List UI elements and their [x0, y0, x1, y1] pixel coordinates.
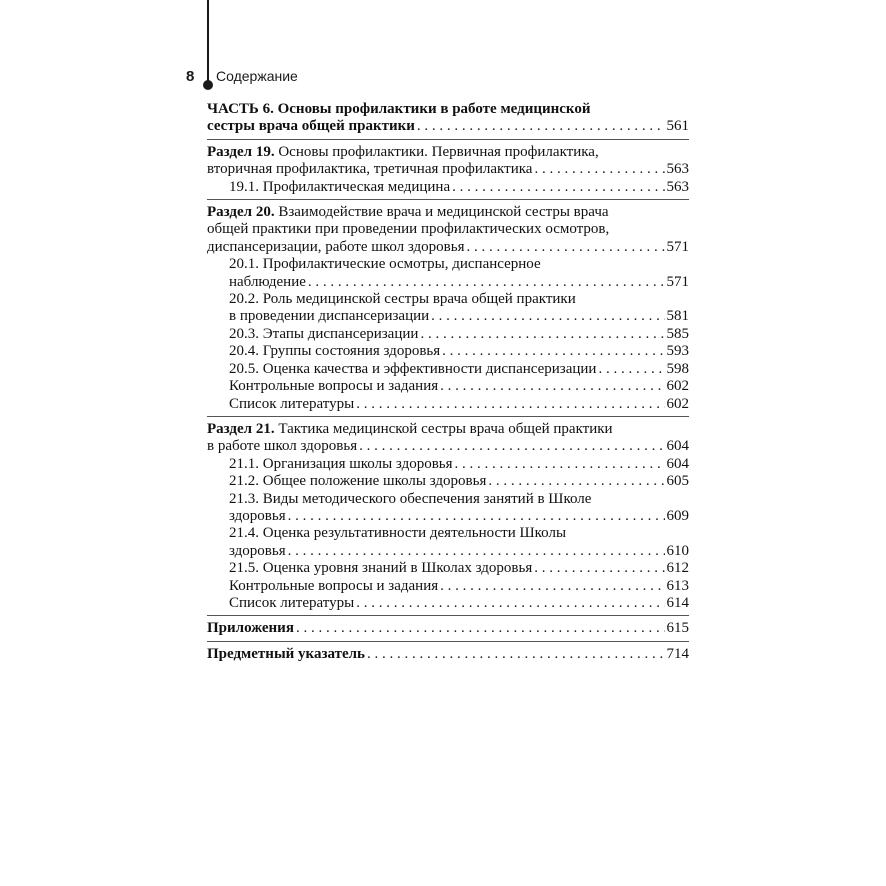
toc-page-number: 581 — [666, 308, 689, 325]
toc-entry-text: диспансеризации, работе школ здоровья — [207, 238, 465, 255]
leader-dots — [431, 308, 664, 325]
toc-entry-text: Основы профилактики. Первичная профилактика, — [274, 143, 599, 160]
leader-dots — [296, 620, 665, 637]
leader-dots — [442, 343, 664, 360]
toc-subentry — [207, 179, 689, 196]
margin-rule — [207, 0, 209, 82]
toc-subentry — [207, 361, 689, 378]
leader-dots — [288, 508, 665, 525]
toc-page-number: 609 — [666, 507, 689, 524]
leader-dots — [356, 595, 664, 612]
toc-part-6 — [207, 101, 689, 139]
leader-dots — [420, 326, 664, 343]
leader-dots — [598, 361, 664, 378]
toc-entry-text: общей практики при проведении профилактических осмотров, — [207, 221, 610, 238]
table-of-contents — [207, 101, 689, 666]
toc-page-number: 593 — [666, 343, 689, 360]
toc-entry — [207, 620, 689, 637]
toc-entry-text: 20.4. Группы состояния здоровья — [229, 343, 441, 360]
toc-page-number: 612 — [666, 560, 689, 577]
toc-entry-text: ЧАСТЬ 6. Основы профилактики в работе медицинской — [207, 101, 591, 117]
toc-entry — [207, 421, 689, 456]
toc-entry-text: Взаимодействие врача и медицинской сестры врача — [274, 204, 609, 221]
toc-entry-text: Контрольные вопросы и задания — [229, 577, 439, 594]
toc-page-number: 614 — [666, 594, 689, 611]
toc-page-number: 598 — [666, 360, 689, 377]
running-title: Содержание — [216, 68, 298, 84]
toc-section-20 — [207, 199, 689, 416]
toc-entry-text: вторичная профилактика, третичная профилактика — [207, 161, 533, 178]
toc-entry-text: 21.4. Оценка результативности деятельности Школы — [229, 525, 567, 542]
toc-section-19 — [207, 139, 689, 199]
toc-entry-text: 20.5. Оценка качества и эффективности диспансеризации — [229, 360, 597, 377]
toc-entry-text: 21.1. Организация школы здоровья — [229, 455, 453, 472]
toc-entry — [207, 204, 689, 256]
leader-dots — [534, 161, 664, 178]
toc-entry-text: 20.2. Роль медицинской сестры врача общей практики — [229, 291, 576, 308]
toc-page-number: 585 — [666, 325, 689, 342]
toc-page-number: 604 — [666, 438, 689, 455]
section-label: Раздел 19. — [207, 143, 275, 160]
toc-entry-text: 20.1. Профилактические осмотры, диспансерное — [229, 256, 541, 273]
section-label: Раздел 20. — [207, 204, 275, 221]
toc-page-number: 602 — [666, 378, 689, 395]
toc-page-number: 615 — [666, 620, 689, 637]
toc-page-number: 563 — [666, 161, 689, 178]
toc-entry-text: 21.2. Общее положение школы здоровья — [229, 473, 487, 490]
toc-page-number: 613 — [666, 577, 689, 594]
toc-subentry — [207, 491, 689, 526]
leader-dots — [467, 239, 665, 256]
leader-dots — [356, 396, 664, 413]
toc-page-number: 571 — [666, 238, 689, 255]
toc-entry-text: 20.3. Этапы диспансеризации — [229, 325, 419, 342]
toc-entry-text: здоровья — [229, 542, 286, 559]
toc-subentry — [207, 595, 689, 612]
leader-dots — [440, 578, 664, 595]
page-number: 8 — [186, 68, 195, 85]
toc-entry — [207, 101, 689, 136]
toc-entry-text: в работе школ здоровья — [207, 438, 358, 455]
toc-subentry — [207, 578, 689, 595]
toc-subentry — [207, 343, 689, 360]
toc-entry-text: Список литературы — [229, 594, 355, 611]
toc-subentry — [207, 525, 689, 560]
toc-subject-index — [207, 641, 689, 666]
toc-subentry — [207, 291, 689, 326]
toc-entry-text: Контрольные вопросы и задания — [229, 378, 439, 395]
leader-dots — [455, 456, 665, 473]
leader-dots — [308, 274, 665, 291]
toc-page-number: 561 — [666, 118, 689, 135]
toc-entry-text: Приложения — [207, 620, 294, 637]
toc-entry-text: Предметный указатель — [207, 645, 365, 662]
leader-dots — [488, 473, 664, 490]
toc-subentry — [207, 456, 689, 473]
toc-subentry — [207, 256, 689, 291]
leader-dots — [452, 179, 664, 196]
leader-dots — [359, 438, 664, 455]
toc-entry-text: 19.1. Профилактическая медицина — [229, 178, 451, 195]
toc-entry-text: наблюдение — [229, 273, 306, 290]
toc-page-number: 604 — [666, 455, 689, 472]
toc-page-number: 571 — [666, 273, 689, 290]
toc-page-number: 605 — [666, 473, 689, 490]
toc-entry-text: 21.3. Виды методического обеспечения занятий в Школе — [229, 490, 592, 507]
leader-dots — [534, 560, 664, 577]
toc-page-number: 610 — [666, 542, 689, 559]
toc-entry-text: 21.5. Оценка уровня знаний в Школах здоровья — [229, 560, 533, 577]
toc-page-number: 563 — [666, 178, 689, 195]
toc-section-21 — [207, 416, 689, 615]
toc-entry-text: сестры врача общей практики — [207, 118, 415, 135]
leader-dots — [367, 646, 665, 663]
toc-page-number: 714 — [666, 645, 689, 662]
margin-rule-dot — [203, 80, 213, 90]
toc-subentry — [207, 473, 689, 490]
toc-entry — [207, 144, 689, 179]
toc-subentry — [207, 326, 689, 343]
toc-subentry — [207, 378, 689, 395]
toc-subentry — [207, 560, 689, 577]
leader-dots — [288, 543, 665, 560]
section-label: Раздел 21. — [207, 420, 275, 437]
toc-appendix — [207, 615, 689, 640]
toc-subentry — [207, 396, 689, 413]
leader-dots — [417, 118, 665, 135]
toc-entry-text: в проведении диспансеризации — [229, 308, 430, 325]
toc-page-number: 602 — [666, 395, 689, 412]
toc-entry — [207, 646, 689, 663]
toc-entry-text: Список литературы — [229, 395, 355, 412]
toc-entry-text: Тактика медицинской сестры врача общей практики — [274, 420, 613, 437]
leader-dots — [440, 378, 664, 395]
toc-entry-text: здоровья — [229, 507, 286, 524]
